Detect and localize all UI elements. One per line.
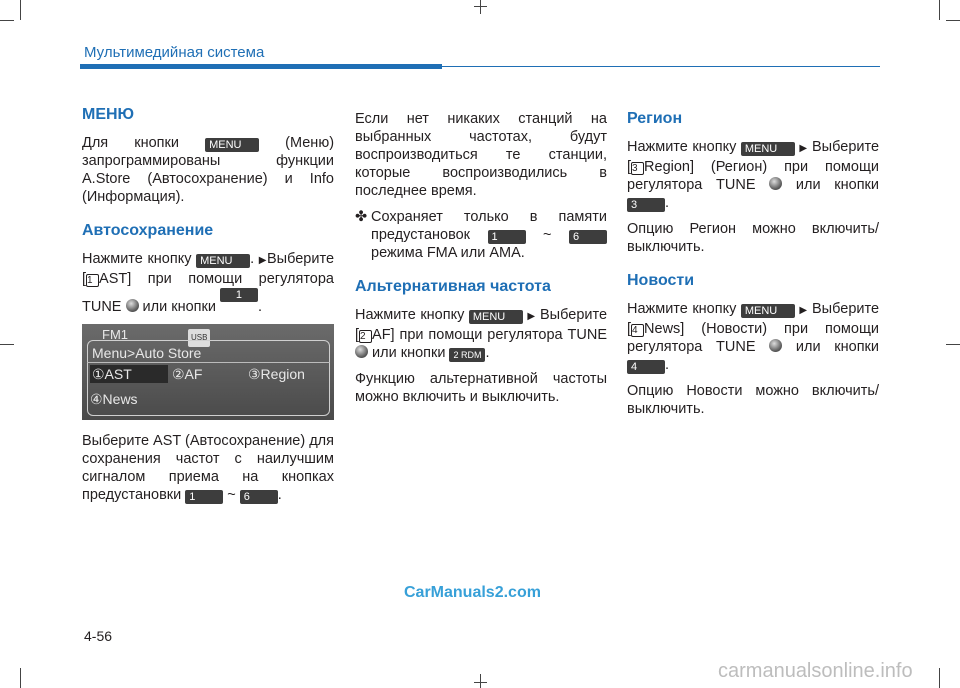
news-paragraph: Нажмите кнопку MENU ▶ Выберите [4 News] (Новости) при помощи регулятора TUNE или кнопки 4 . [627, 301, 880, 373]
header-line [442, 66, 880, 67]
menu-option-news: ④News [90, 391, 138, 407]
divider [87, 362, 330, 363]
select-ast-paragraph: Выберите AST (Автосохранение) для сохранения частот с наилучшим сигналом приема на кнопках предустановки 1 ~ 6 . [82, 433, 334, 503]
region-heading: Регион [627, 110, 683, 127]
preset-6-button-icon: 6 [240, 490, 278, 504]
autosave-heading: Автосохранение [82, 222, 214, 239]
column-1 [82, 106, 334, 512]
page-number: 4-56 [84, 628, 113, 644]
menu-breadcrumb: Menu>Auto Store [92, 345, 202, 361]
menu-option-region: ③Region [248, 366, 305, 382]
preset-4-button-icon: 4 [627, 360, 665, 374]
menu-button-icon: MENU [741, 304, 795, 318]
footer-site-link[interactable]: carmanualsonline.info [718, 660, 913, 682]
column-2 [355, 110, 607, 414]
menu-button-icon: MENU [741, 142, 795, 156]
note-bullet: ✤ Сохраняет только в памяти предустановок 1 ~ 6 режима FMA или AMA. [355, 209, 607, 261]
crop-mark [474, 6, 487, 7]
tune-knob-icon [769, 339, 782, 352]
no-stations-paragraph: Если нет никаких станций на выбранных частотах, будут воспроизводиться те станции, которые воспроизводились в последнее время. [355, 111, 607, 199]
preset-1-rpt-button-icon: 1 RPT [220, 288, 258, 302]
crop-mark [474, 682, 487, 683]
crop-mark [20, 0, 21, 20]
number-4-icon: 4 [631, 324, 644, 337]
arrow-right-icon: ▶ [799, 143, 808, 154]
menu-heading: МЕНЮ [82, 106, 135, 123]
menu-button-icon: MENU [469, 310, 523, 324]
preset-6-button-icon: 6 [569, 230, 607, 244]
preset-1-button-icon: 1 [185, 490, 223, 504]
crop-mark [480, 674, 481, 688]
tune-knob-icon [355, 345, 368, 358]
watermark-link[interactable]: CarManuals2.com [404, 584, 541, 601]
usb-icon: USB [188, 329, 210, 347]
crop-mark [20, 668, 21, 688]
note-icon: ✤ [355, 209, 368, 225]
number-2-icon: 2 [359, 330, 372, 343]
alt-frequency-heading: Альтернативная частота [355, 278, 551, 295]
arrow-right-icon: ▶ [799, 305, 808, 316]
band-label: FM1 [102, 327, 128, 342]
page-header-title: Мультимедийная система [84, 44, 265, 61]
crop-mark [946, 344, 960, 345]
region-toggle-paragraph: Опцию Регион можно включить/выключить. [627, 221, 879, 255]
preset-2-rdm-button-icon: 2 RDM [449, 348, 485, 362]
menu-button-icon: MENU [196, 254, 250, 268]
region-paragraph: Нажмите кнопку MENU ▶ Выберите [3 Region] (Регион) при помощи регулятора TUNE или кнопки 3 . [627, 139, 880, 211]
tune-knob-icon [769, 177, 782, 190]
preset-1-button-icon: 1 [488, 230, 526, 244]
menu-paragraph: Для кнопки MENU (Меню) запрограммированы функции A.Store (Автосохранение) и Info (Информация). [82, 135, 335, 205]
menu-button-icon: MENU [205, 138, 259, 152]
autosave-paragraph: Нажмите кнопку MENU . ▶Выберите [1 AST] при помощи регулятора TUNE или кнопки 1 RPT . [82, 251, 335, 315]
menu-option-af: ②AF [172, 366, 203, 382]
arrow-right-icon: ▶ [258, 255, 267, 266]
tune-knob-icon [126, 299, 139, 312]
crop-mark [946, 20, 960, 21]
column-3 [627, 110, 879, 426]
arrow-right-icon: ▶ [527, 311, 536, 322]
news-heading: Новости [627, 272, 695, 289]
preset-3-button-icon: 3 [627, 198, 665, 212]
crop-mark [0, 20, 14, 21]
menu-option-ast: ①AST [90, 365, 168, 383]
crop-mark [939, 668, 940, 688]
number-3-icon: 3 [631, 162, 644, 175]
alt-frequency-paragraph: Нажмите кнопку MENU ▶ Выберите [2 AF] при помощи регулятора TUNE или кнопки 2 RDM . [355, 307, 608, 361]
crop-mark [0, 344, 14, 345]
crop-mark [480, 0, 481, 14]
radio-display-screenshot [82, 324, 334, 420]
news-toggle-paragraph: Опцию Новости можно включить/выключить. [627, 383, 879, 417]
crop-mark [939, 0, 940, 20]
number-1-icon: 1 [86, 274, 99, 287]
header-bar [80, 64, 442, 69]
alt-frequency-toggle-paragraph: Функцию альтернативной частоты можно включить и выключить. [355, 371, 607, 405]
